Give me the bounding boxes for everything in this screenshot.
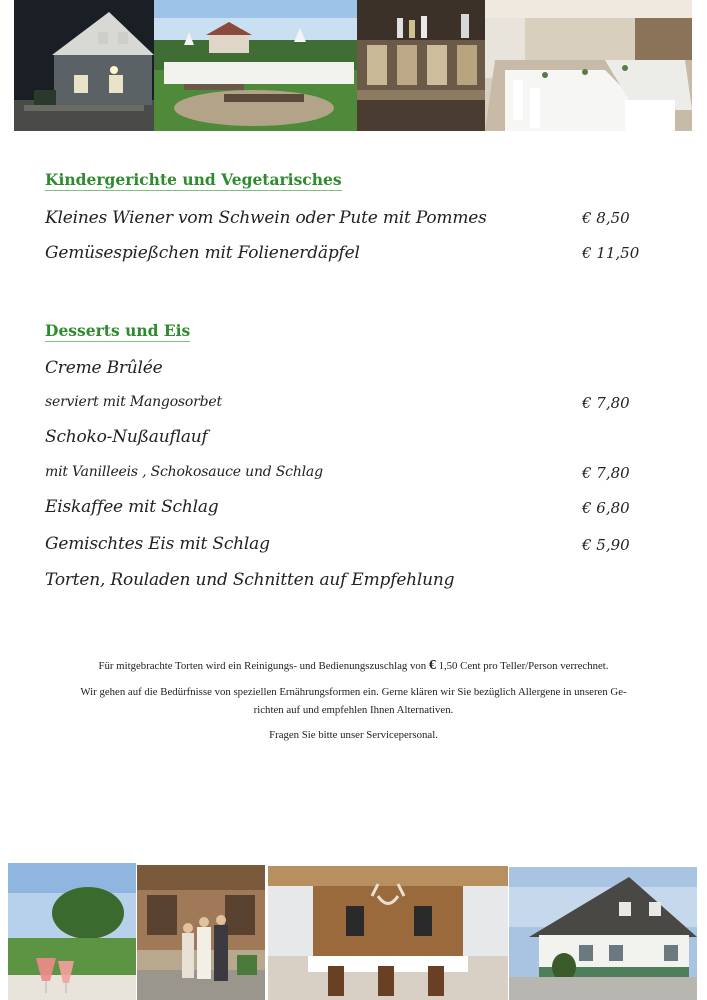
menu-item-price: € 8,50 <box>582 209 630 227</box>
menu-item-price: € 7,80 <box>582 464 630 482</box>
banquet-hall-photo <box>485 0 692 131</box>
section-title-kids: Kindergerichte und Vegetarisches <box>45 170 342 189</box>
cake-fee-text: Für mitgebrachte Torten wird ein Reinigungs- und Bedienungszuschlag von <box>98 660 427 672</box>
dietary-note-line: richten auf und empfehlen Ihnen Alternativen. <box>253 704 454 716</box>
house-night-photo <box>14 0 154 131</box>
menu-item-name: Gemischtes Eis mit Schlag <box>45 534 270 554</box>
dietary-note <box>40 683 667 719</box>
cake-fee-note <box>40 657 667 675</box>
menu-item-price: € 11,50 <box>582 244 640 262</box>
menu-item-name: Creme Brûlée <box>45 358 163 378</box>
bar-photo <box>357 0 485 131</box>
drinks-garden-photo <box>8 863 136 1000</box>
cake-fee-amount: 1,50 Cent pro Teller/Person verrechnet. <box>438 660 609 672</box>
menu-item-price: € 6,80 <box>582 499 630 517</box>
garden-tables-photo <box>154 0 357 131</box>
couple-family-photo <box>137 865 265 1000</box>
menu-item-name: Torten, Rouladen und Schnitten auf Empfehlung <box>45 570 455 590</box>
dining-room-photo <box>268 866 508 1000</box>
menu-item-price: € 7,80 <box>582 394 630 412</box>
menu-item-name: Gemüsespießchen mit Folienerdäpfel <box>45 243 360 263</box>
menu-item-detail: serviert mit Mangosorbet <box>45 394 222 410</box>
menu-item-detail: mit Vanilleeis , Schokosauce und Schlag <box>45 464 323 480</box>
dietary-note-line: Wir gehen auf die Bedürfnisse von speziellen Ernährungsformen ein. Gerne klären wir Sie bezüglich Allergene in unseren Ge- <box>80 686 627 698</box>
menu-item-name: Kleines Wiener vom Schwein oder Pute mit Pommes <box>45 208 487 228</box>
section-title-desserts: Desserts und Eis <box>45 321 191 340</box>
ask-staff-note: Fragen Sie bitte unser Servicepersonal. <box>269 729 438 741</box>
euro-symbol: € <box>428 658 436 673</box>
house-day-photo <box>509 867 697 1000</box>
menu-item-name: Schoko-Nußauflauf <box>45 427 208 447</box>
menu-item-name: Eiskaffee mit Schlag <box>45 497 219 517</box>
menu-item-price: € 5,90 <box>582 536 630 554</box>
